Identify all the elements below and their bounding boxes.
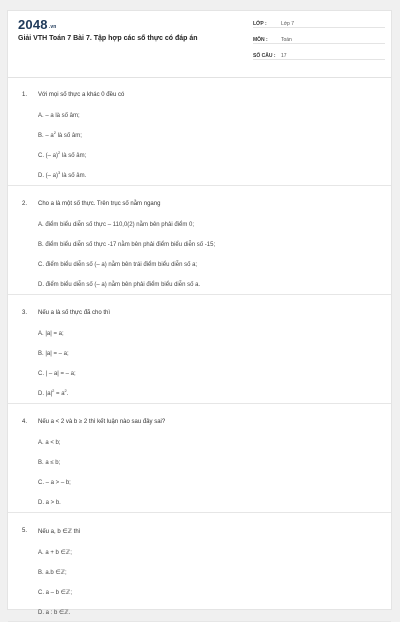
answer-option[interactable]: A. điểm biểu diễn số thực – 110,0(2) nằm bên phải điểm 0;	[38, 222, 194, 228]
answer-option[interactable]: D. $|a|^2 = a^2$.	[38, 388, 69, 397]
question-block	[8, 186, 391, 295]
question-number: 1.	[22, 92, 28, 98]
question-number: 3.	[22, 310, 28, 316]
meta-label: LỚP :	[253, 21, 267, 27]
answer-option[interactable]: A. a + b ∈ℤ;	[38, 550, 72, 556]
answer-option[interactable]: A. |a| = a;	[38, 331, 64, 337]
answer-option[interactable]: D. a > b.	[38, 500, 61, 506]
answer-option[interactable]: D. điểm biểu diễn số (– a) nằm bên phải điểm biểu diễn số a.	[38, 282, 201, 288]
answer-option[interactable]: C. a – b ∈ℤ;	[38, 590, 73, 596]
answer-option[interactable]: D. a : b ∈ℤ.	[38, 610, 71, 616]
question-number: 2.	[22, 201, 28, 207]
question-block	[8, 404, 391, 513]
logo-suffix: .vn	[48, 24, 57, 30]
meta-row	[253, 48, 385, 60]
document-meta	[253, 16, 385, 64]
question-list	[8, 77, 391, 622]
question-block	[8, 77, 391, 186]
question-stem: Nếu a, b ∈ℤ thì	[38, 529, 81, 535]
question-block	[8, 295, 391, 404]
question-number: 5.	[22, 528, 28, 534]
question-block	[8, 513, 391, 622]
meta-row	[253, 16, 385, 28]
logo-text: 2048	[18, 17, 48, 32]
answer-option[interactable]: C. điểm biểu diễn số (– a) nằm bên trái điểm biểu diễn số a;	[38, 262, 198, 268]
answer-option[interactable]: A. – a là số âm;	[38, 113, 80, 119]
answer-option[interactable]: B. điểm biểu diễn số thực -17 nằm bên phải điểm biểu diễn số -15;	[38, 242, 216, 248]
question-stem: Cho a là một số thực. Trên trục số nằm ngang	[38, 201, 161, 207]
document-header	[8, 11, 391, 78]
question-number: 4.	[22, 419, 28, 425]
meta-value: Lớp 7	[281, 21, 295, 27]
answer-option[interactable]: B. a ≤ b;	[38, 460, 61, 466]
answer-option[interactable]: C. – a > – b;	[38, 480, 71, 486]
question-stem: Nếu a < 2 và b ≥ 2 thì kết luận nào sau đây sai?	[38, 419, 166, 425]
document-title: Giải VTH Toán 7 Bài 7. Tập hợp các số thực có đáp án	[18, 35, 198, 42]
meta-row	[253, 32, 385, 44]
answer-option[interactable]: B. |a| = – a;	[38, 351, 69, 357]
document-page	[7, 10, 392, 616]
answer-option[interactable]: D. (– a)$^3$ là số âm.	[38, 170, 87, 179]
meta-label: MÔN :	[253, 37, 268, 43]
answer-option[interactable]: A. a < b;	[38, 440, 61, 446]
meta-label: SỐ CÂU :	[253, 53, 276, 59]
question-stem: Với mọi số thực a khác 0 đều có	[38, 92, 125, 98]
answer-option[interactable]: B. a.b ∈ℤ;	[38, 570, 67, 576]
question-stem: Nếu a là số thực đã cho thì	[38, 310, 111, 316]
answer-option[interactable]: C. (– a)$^2$ là số âm;	[38, 150, 87, 159]
answer-option[interactable]: C. | – a| = – a;	[38, 371, 76, 377]
answer-option[interactable]: B. – $a^2$ là số âm;	[38, 130, 82, 139]
meta-value: 17	[281, 53, 287, 59]
meta-value: Toán	[281, 37, 292, 43]
site-logo[interactable]	[18, 17, 57, 32]
